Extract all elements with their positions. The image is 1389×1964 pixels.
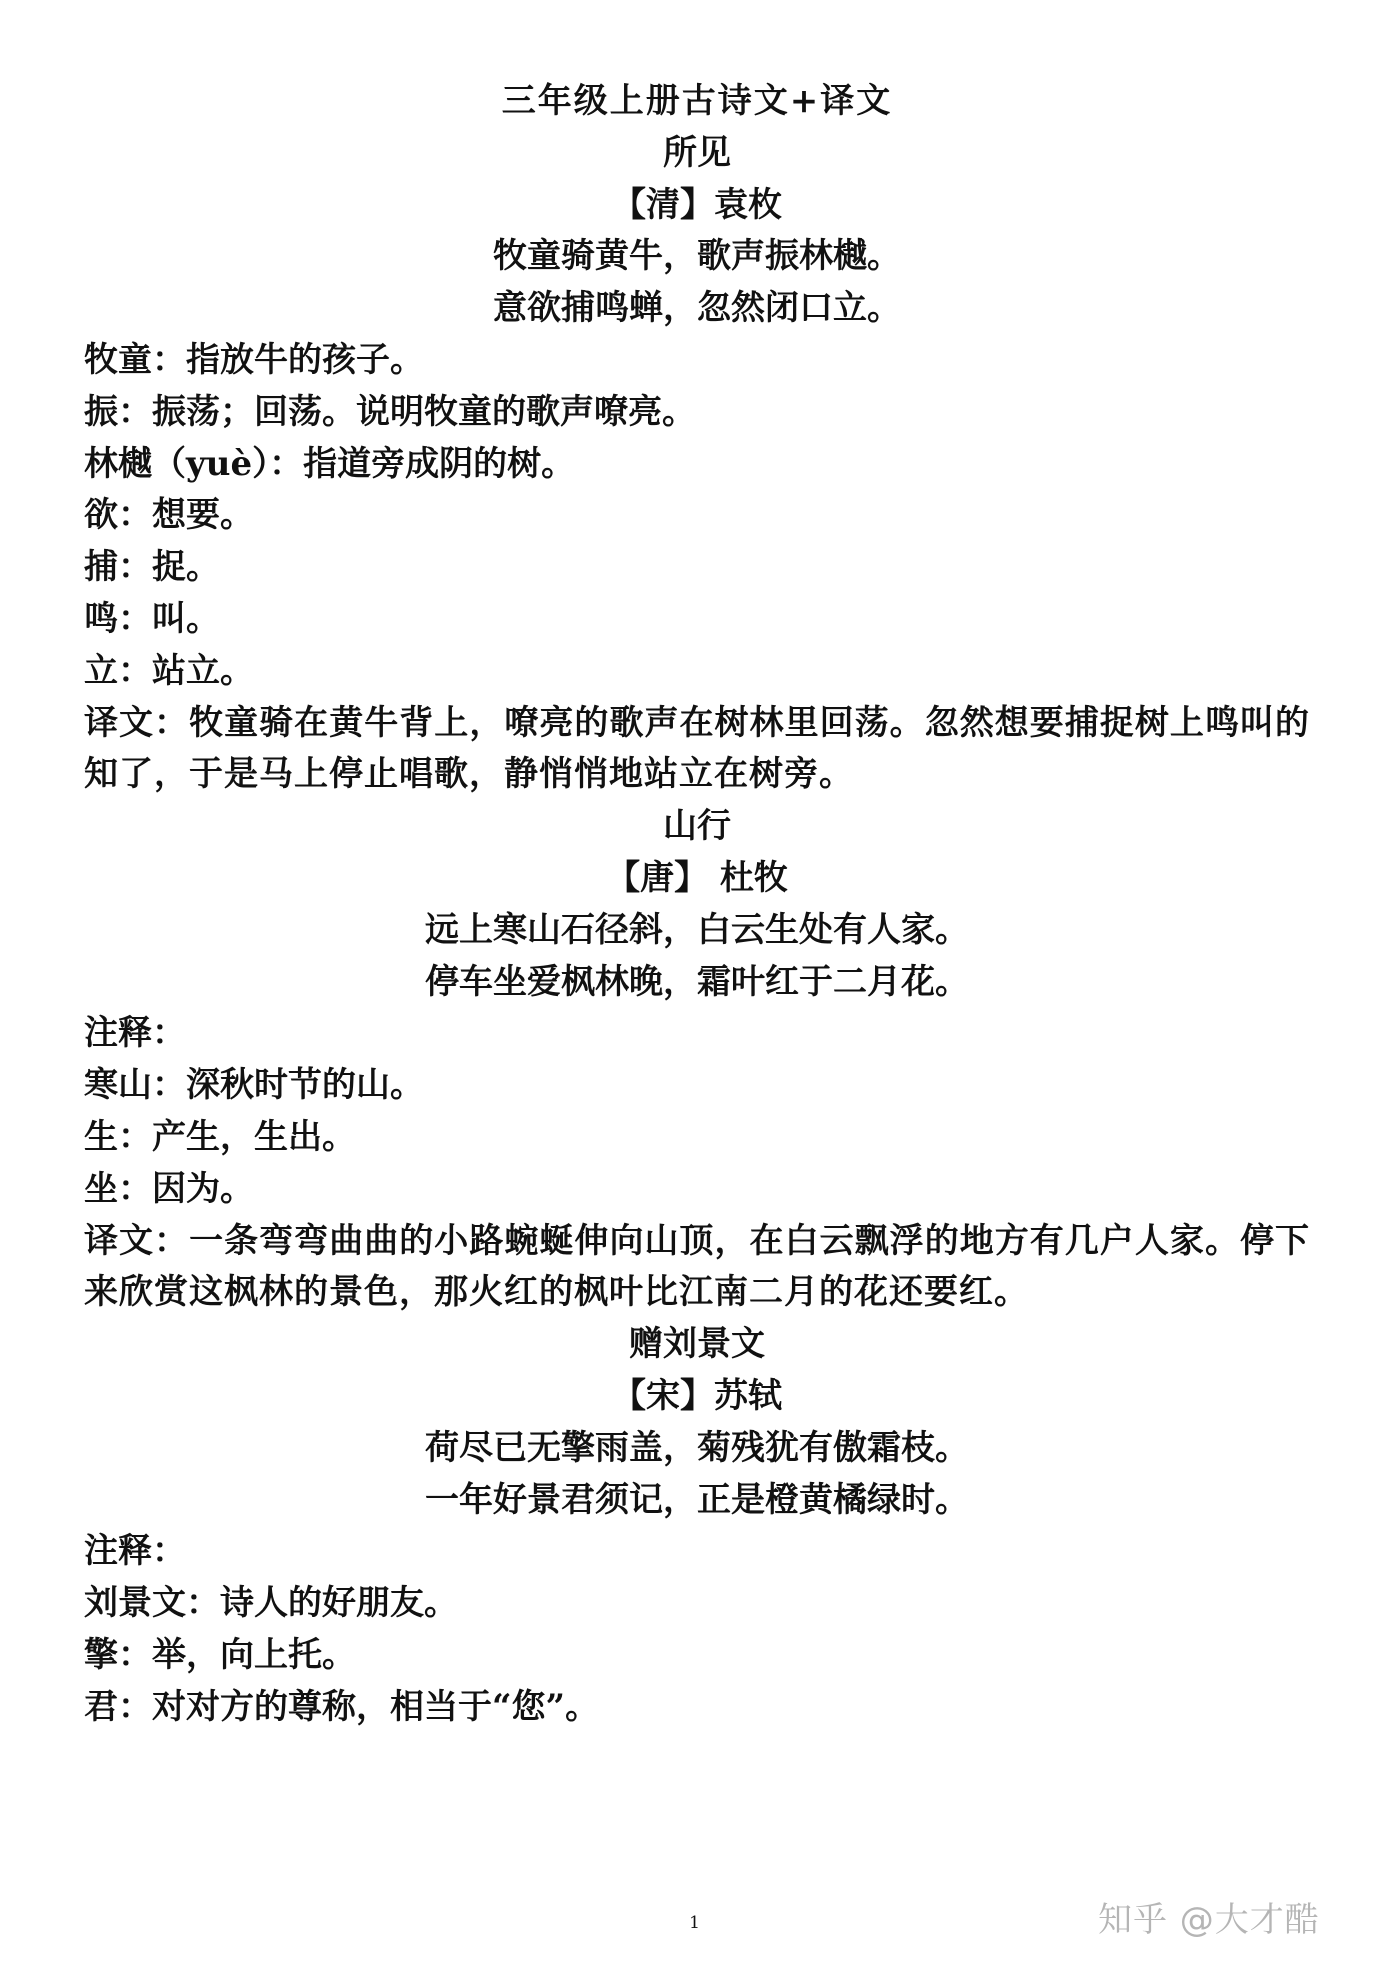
annotation-line: 林樾（yuè）：指道旁成阴的树。 bbox=[84, 443, 576, 484]
poem-author: 【唐】 杜牧 bbox=[606, 857, 788, 898]
poem-title: 赠刘景文 bbox=[629, 1324, 765, 1365]
poem-verse-line: 意欲捕鸣蝉，忽然闭口立。 bbox=[493, 288, 901, 329]
poem-section bbox=[84, 801, 1310, 1319]
poem-verse-line: 一年好景君须记，正是橙黄橘绿时。 bbox=[425, 1479, 969, 1520]
poem-verse-line: 远上寒山石径斜，白云生处有人家。 bbox=[425, 909, 969, 950]
translation-paragraph: 译文：一条弯弯曲曲的小路蜿蜒伸向山顶，在白云飘浮的地方有几户人家。停下来欣赏这枫林的景色，那火红的枫叶比江南二月的花还要红。 bbox=[84, 1220, 1310, 1313]
annotation-line: 牧童：指放牛的孩子。 bbox=[84, 339, 424, 380]
annotation-line: 振：振荡；回荡。说明牧童的歌声嘹亮。 bbox=[84, 391, 696, 432]
poem-author: 【宋】苏轼 bbox=[612, 1375, 782, 1416]
annotation-line: 欲：想要。 bbox=[84, 495, 254, 536]
poem-author: 【清】袁枚 bbox=[612, 184, 782, 225]
watermark: 知乎 @大才酷 bbox=[1098, 1900, 1320, 1940]
annotation-line: 寒山：深秋时节的山。 bbox=[84, 1065, 424, 1106]
annotation-line: 坐：因为。 bbox=[84, 1168, 254, 1209]
annotation-heading: 注释： bbox=[84, 1531, 186, 1572]
poem-verse-line: 停车坐爱枫林晚，霜叶红于二月花。 bbox=[425, 961, 969, 1002]
poem-verse-line: 荷尽已无擎雨盖，菊残犹有傲霜枝。 bbox=[425, 1427, 969, 1468]
poem-verse-line: 牧童骑黄牛，歌声振林樾。 bbox=[493, 236, 901, 277]
poem-title: 山行 bbox=[663, 806, 731, 847]
annotation-line: 立：站立。 bbox=[84, 650, 254, 691]
poem-title: 所见 bbox=[663, 132, 731, 173]
translation-paragraph: 译文：牧童骑在黄牛背上，嘹亮的歌声在树林里回荡。忽然想要捕捉树上鸣叫的知了，于是马上停止唱歌，静悄悄地站立在树旁。 bbox=[84, 702, 1310, 795]
poem-section bbox=[84, 1319, 1310, 1733]
annotation-heading: 注释： bbox=[84, 1013, 186, 1054]
annotation-line: 捕：捉。 bbox=[84, 547, 220, 588]
page-number: 1 bbox=[689, 1913, 700, 1933]
annotation-line: 君：对对方的尊称，相当于“您”。 bbox=[84, 1686, 600, 1727]
document-content bbox=[84, 76, 1310, 1734]
poem-section bbox=[84, 128, 1310, 801]
annotation-line: 刘景文：诗人的好朋友。 bbox=[84, 1583, 458, 1624]
annotation-line: 生：产生，生出。 bbox=[84, 1116, 356, 1157]
document-title: 三年级上册古诗文+译文 bbox=[501, 81, 893, 121]
annotation-line: 擎：举，向上托。 bbox=[84, 1634, 356, 1675]
annotation-line: 鸣：叫。 bbox=[84, 598, 220, 639]
